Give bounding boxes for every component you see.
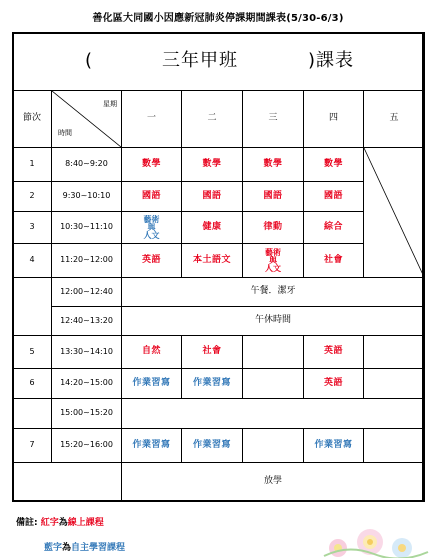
time-3: 10:30~11:10 — [52, 212, 122, 244]
period-6: 6 — [13, 369, 52, 399]
class-cell: 數學 — [243, 148, 304, 182]
class-cell: 社會 — [182, 336, 243, 369]
day-header-fri: 五 — [364, 91, 425, 148]
class-cell: 律動 — [243, 212, 304, 244]
course-line: 藝術 — [265, 247, 281, 257]
period-1: 1 — [13, 148, 52, 182]
class-cell: 國語 — [243, 182, 304, 212]
flower-decoration — [318, 518, 430, 558]
class-cell: 數學 — [122, 148, 182, 182]
course-line: 與 — [147, 222, 156, 232]
class-cell: 社會 — [304, 244, 364, 278]
period-2: 2 — [13, 182, 52, 212]
class-cell: 健康 — [182, 212, 243, 244]
note-mid: 為 — [62, 543, 72, 553]
class-name: 三年甲班 — [162, 50, 239, 72]
class-cell: 作業習寫 — [182, 429, 243, 463]
day-header-mon: 一 — [122, 91, 182, 148]
time-4: 11:20~12:00 — [52, 244, 122, 278]
day-header-tue: 二 — [182, 91, 243, 148]
note-line-2 — [44, 540, 125, 553]
dismissal-label: 放學 — [122, 463, 425, 502]
course-line: 人文 — [143, 230, 160, 240]
class-cell: 作業習寫 — [182, 369, 243, 399]
class-cell: 英語 — [122, 244, 182, 278]
class-cell: 英語 — [304, 369, 364, 399]
class-cell: 綜合 — [304, 212, 364, 244]
period-7: 7 — [13, 429, 52, 463]
class-cell: 作業習寫 — [122, 369, 182, 399]
period-3: 3 — [13, 212, 52, 244]
class-cell: 自然 — [122, 336, 182, 369]
nap-time: 12:40~13:20 — [52, 307, 122, 336]
class-cell: 英語 — [304, 336, 364, 369]
weekday-label: 星期 — [103, 100, 117, 108]
document-title: 善化區大同國小因應新冠肺炎停課期間課表(5/30-6/3) — [92, 13, 344, 24]
title-open-paren: ( — [85, 50, 93, 72]
period-4: 4 — [13, 244, 52, 278]
class-cell: 數學 — [182, 148, 243, 182]
time-2: 9:30~10:10 — [52, 182, 122, 212]
time-7: 15:20~16:00 — [52, 429, 122, 463]
class-cell: 數學 — [304, 148, 364, 182]
table-border — [12, 32, 424, 502]
course-line: 與 — [269, 255, 277, 265]
note-red-key: 紅字 — [40, 518, 59, 528]
lunch-label: 午餐．潔牙 — [122, 278, 425, 307]
time-1: 8:40~9:20 — [52, 148, 122, 182]
note-line-1 — [16, 515, 104, 528]
day-header-thu: 四 — [304, 91, 364, 148]
break-time: 15:00~15:20 — [52, 399, 122, 429]
nap-label: 午休時間 — [122, 307, 425, 336]
note-selfstudy-label: 自主學習課程 — [71, 543, 126, 553]
note-label: 備註: — [16, 518, 38, 528]
period-5: 5 — [13, 336, 52, 369]
course-line: 藝術 — [143, 214, 160, 224]
class-cell: 本土語文 — [182, 244, 243, 278]
day-header-wed: 三 — [243, 91, 304, 148]
note-online-label: 線上課程 — [67, 518, 104, 528]
title-suffix: )課表 — [308, 50, 355, 72]
time-5: 13:30~14:10 — [52, 336, 122, 369]
note-blue-key: 藍字 — [44, 543, 63, 553]
time-label: 時間 — [58, 128, 72, 137]
class-cell: 作業習寫 — [122, 429, 182, 463]
note-mid: 為 — [58, 518, 68, 528]
class-cell: 作業習寫 — [304, 429, 364, 463]
course-line: 人文 — [265, 263, 281, 273]
period-header: 節次 — [13, 91, 52, 148]
class-cell: 國語 — [182, 182, 243, 212]
class-cell: 國語 — [122, 182, 182, 212]
class-cell: 國語 — [304, 182, 364, 212]
time-6: 14:20~15:00 — [52, 369, 122, 399]
lunch-time: 12:00~12:40 — [52, 278, 122, 307]
